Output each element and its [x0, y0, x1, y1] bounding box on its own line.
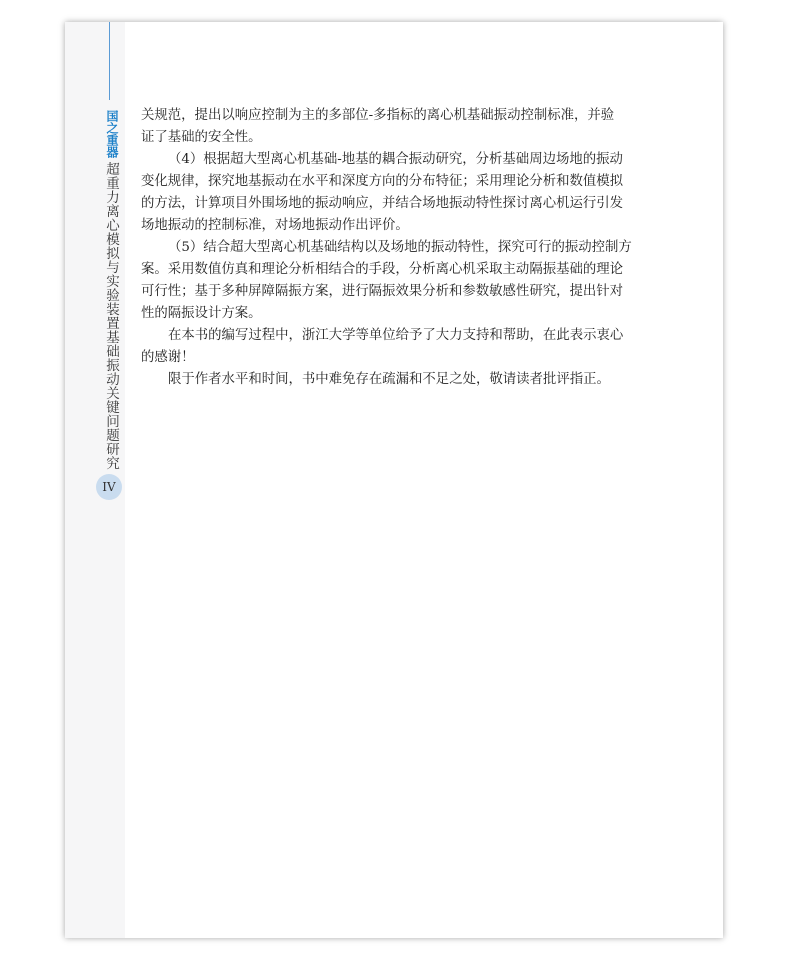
- book-page: [65, 22, 723, 938]
- series-name: 国之重器: [105, 110, 119, 158]
- page-number: IV: [96, 474, 122, 500]
- text-line: 场地振动的控制标准，对场地振动作出评价。: [141, 218, 409, 233]
- text-line: 关规范，提出以响应控制为主的多部位-多指标的离心机基础振动控制标准，并验: [141, 108, 615, 123]
- text-line: 的方法，计算项目外围场地的振动响应，并结合场地振动特性探讨离心机运行引发: [141, 196, 624, 211]
- text-line: 可行性；基于多种屏障隔振方案，进行隔振效果分析和参数敏感性研究，提出针对: [141, 284, 624, 299]
- text-line: （4）根据超大型离心机基础-地基的耦合振动研究，分析基础周边场地的振动: [168, 152, 623, 167]
- running-book-title: 超重力离心模拟与实验装置基础振动关键问题研究: [103, 162, 119, 470]
- text-line: 性的隔振设计方案。: [141, 306, 262, 321]
- accent-line: [109, 22, 110, 100]
- text-line: 的感谢！: [141, 350, 195, 365]
- text-line: 证了基础的安全性。: [141, 130, 262, 145]
- body-text: [141, 105, 632, 391]
- text-line: 在本书的编写过程中，浙江大学等单位给予了大力支持和帮助，在此表示衷心: [168, 328, 624, 343]
- text-line: 案。采用数值仿真和理论分析相结合的手段，分析离心机采取主动隔振基础的理论: [141, 262, 624, 277]
- text-line: 变化规律，探究地基振动在水平和深度方向的分布特征；采用理论分析和数值模拟: [141, 174, 624, 189]
- text-line: （5）结合超大型离心机基础结构以及场地的振动特性，探究可行的振动控制方: [168, 240, 632, 255]
- text-line: 限于作者水平和时间，书中难免存在疏漏和不足之处，敬请读者批评指正。: [168, 372, 610, 387]
